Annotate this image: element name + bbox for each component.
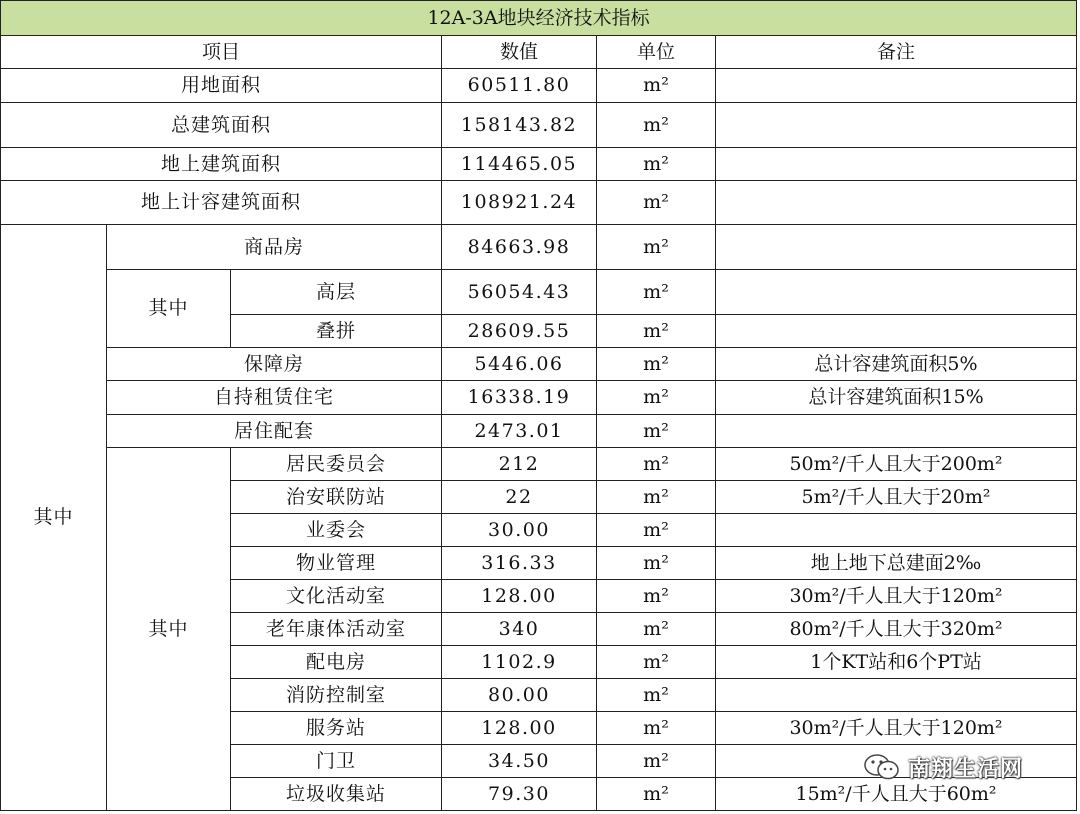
row-label: 垃圾收集站 [231,778,442,811]
table-row [1,148,1077,181]
row-label: 保障房 [107,348,442,381]
table-row [1,448,1077,481]
row-note [716,270,1077,315]
row-value: 5446.06 [442,348,597,381]
row-label: 高层 [231,270,442,315]
row-value: 16338.19 [442,381,597,415]
header-unit: 单位 [597,36,716,69]
table-row [1,181,1077,225]
header-row [1,36,1077,69]
row-note [716,315,1077,348]
row-value: 28609.55 [442,315,597,348]
row-value: 108921.24 [442,181,597,225]
row-note [716,148,1077,181]
table-row [1,225,1077,270]
row-unit: m² [597,712,716,745]
row-note: 30m²/千人且大于120m² [716,580,1077,613]
row-value: 2473.01 [442,415,597,448]
row-unit: m² [597,646,716,679]
row-label: 文化活动室 [231,580,442,613]
header-value: 数值 [442,36,597,69]
row-value: 128.00 [442,712,597,745]
table-row [1,348,1077,381]
row-value: 128.00 [442,580,597,613]
watermark [862,752,1023,782]
row-value: 340 [442,613,597,646]
row-note: 15m²/千人且大于60m² [716,778,1077,811]
row-value: 34.50 [442,745,597,778]
row-value: 84663.98 [442,225,597,270]
row-note: 30m²/千人且大于120m² [716,712,1077,745]
row-unit: m² [597,415,716,448]
row-value: 158143.82 [442,103,597,148]
row-unit: m² [597,315,716,348]
row-label: 配电房 [231,646,442,679]
row-value: 56054.43 [442,270,597,315]
row-label: 物业管理 [231,547,442,580]
row-unit: m² [597,745,716,778]
row-value: 212 [442,448,597,481]
row-note [716,69,1077,103]
wechat-icon [862,752,902,782]
row-label: 总建筑面积 [1,103,442,148]
row-unit: m² [597,613,716,646]
row-value: 80.00 [442,679,597,712]
watermark-text: 南翔生活网 [908,756,1024,782]
row-label: 治安联防站 [231,481,442,514]
row-label: 商品房 [107,225,442,270]
row-unit: m² [597,381,716,415]
row-value: 316.33 [442,547,597,580]
row-unit: m² [597,448,716,481]
row-label: 叠拼 [231,315,442,348]
row-label: 老年康体活动室 [231,613,442,646]
subgroup-label: 其中 [107,270,231,348]
row-label: 服务站 [231,712,442,745]
row-note: 总计容建筑面积15% [716,381,1077,415]
row-note: 80m²/千人且大于320m² [716,613,1077,646]
row-unit: m² [597,778,716,811]
row-unit: m² [597,580,716,613]
table-title: 12A-3A地块经济技术指标 [1,1,1077,36]
row-unit: m² [597,181,716,225]
row-label: 门卫 [231,745,442,778]
group-label: 其中 [1,225,107,811]
row-label: 自持租赁住宅 [107,381,442,415]
row-note: 1个KT站和6个PT站 [716,646,1077,679]
row-value: 1102.9 [442,646,597,679]
header-item: 项目 [1,36,442,69]
row-label: 消防控制室 [231,679,442,712]
row-note: 总计容建筑面积5% [716,348,1077,381]
table-row [1,69,1077,103]
row-note: 50m²/千人且大于200m² [716,448,1077,481]
row-unit: m² [597,348,716,381]
row-value: 60511.80 [442,69,597,103]
row-value: 114465.05 [442,148,597,181]
table-row [1,415,1077,448]
row-note [716,679,1077,712]
row-value: 22 [442,481,597,514]
row-note [716,514,1077,547]
row-label: 用地面积 [1,69,442,103]
row-value: 30.00 [442,514,597,547]
row-label: 地上建筑面积 [1,148,442,181]
row-unit: m² [597,69,716,103]
row-note: 地上地下总建面2‰ [716,547,1077,580]
row-note [716,103,1077,148]
row-unit: m² [597,148,716,181]
table-row [1,103,1077,148]
table-row [1,270,1077,315]
row-unit: m² [597,103,716,148]
row-label: 地上计容建筑面积 [1,181,442,225]
row-label: 居住配套 [107,415,442,448]
row-note [716,225,1077,270]
row-unit: m² [597,270,716,315]
row-unit: m² [597,481,716,514]
header-note: 备注 [716,36,1077,69]
row-note [716,181,1077,225]
row-unit: m² [597,547,716,580]
table-row [1,381,1077,415]
row-unit: m² [597,679,716,712]
title-row [1,1,1077,36]
row-unit: m² [597,225,716,270]
subgroup-label: 其中 [107,448,231,811]
row-note [716,415,1077,448]
row-label: 业委会 [231,514,442,547]
row-note: 5m²/千人且大于20m² [716,481,1077,514]
row-unit: m² [597,514,716,547]
row-label: 居民委员会 [231,448,442,481]
row-value: 79.30 [442,778,597,811]
